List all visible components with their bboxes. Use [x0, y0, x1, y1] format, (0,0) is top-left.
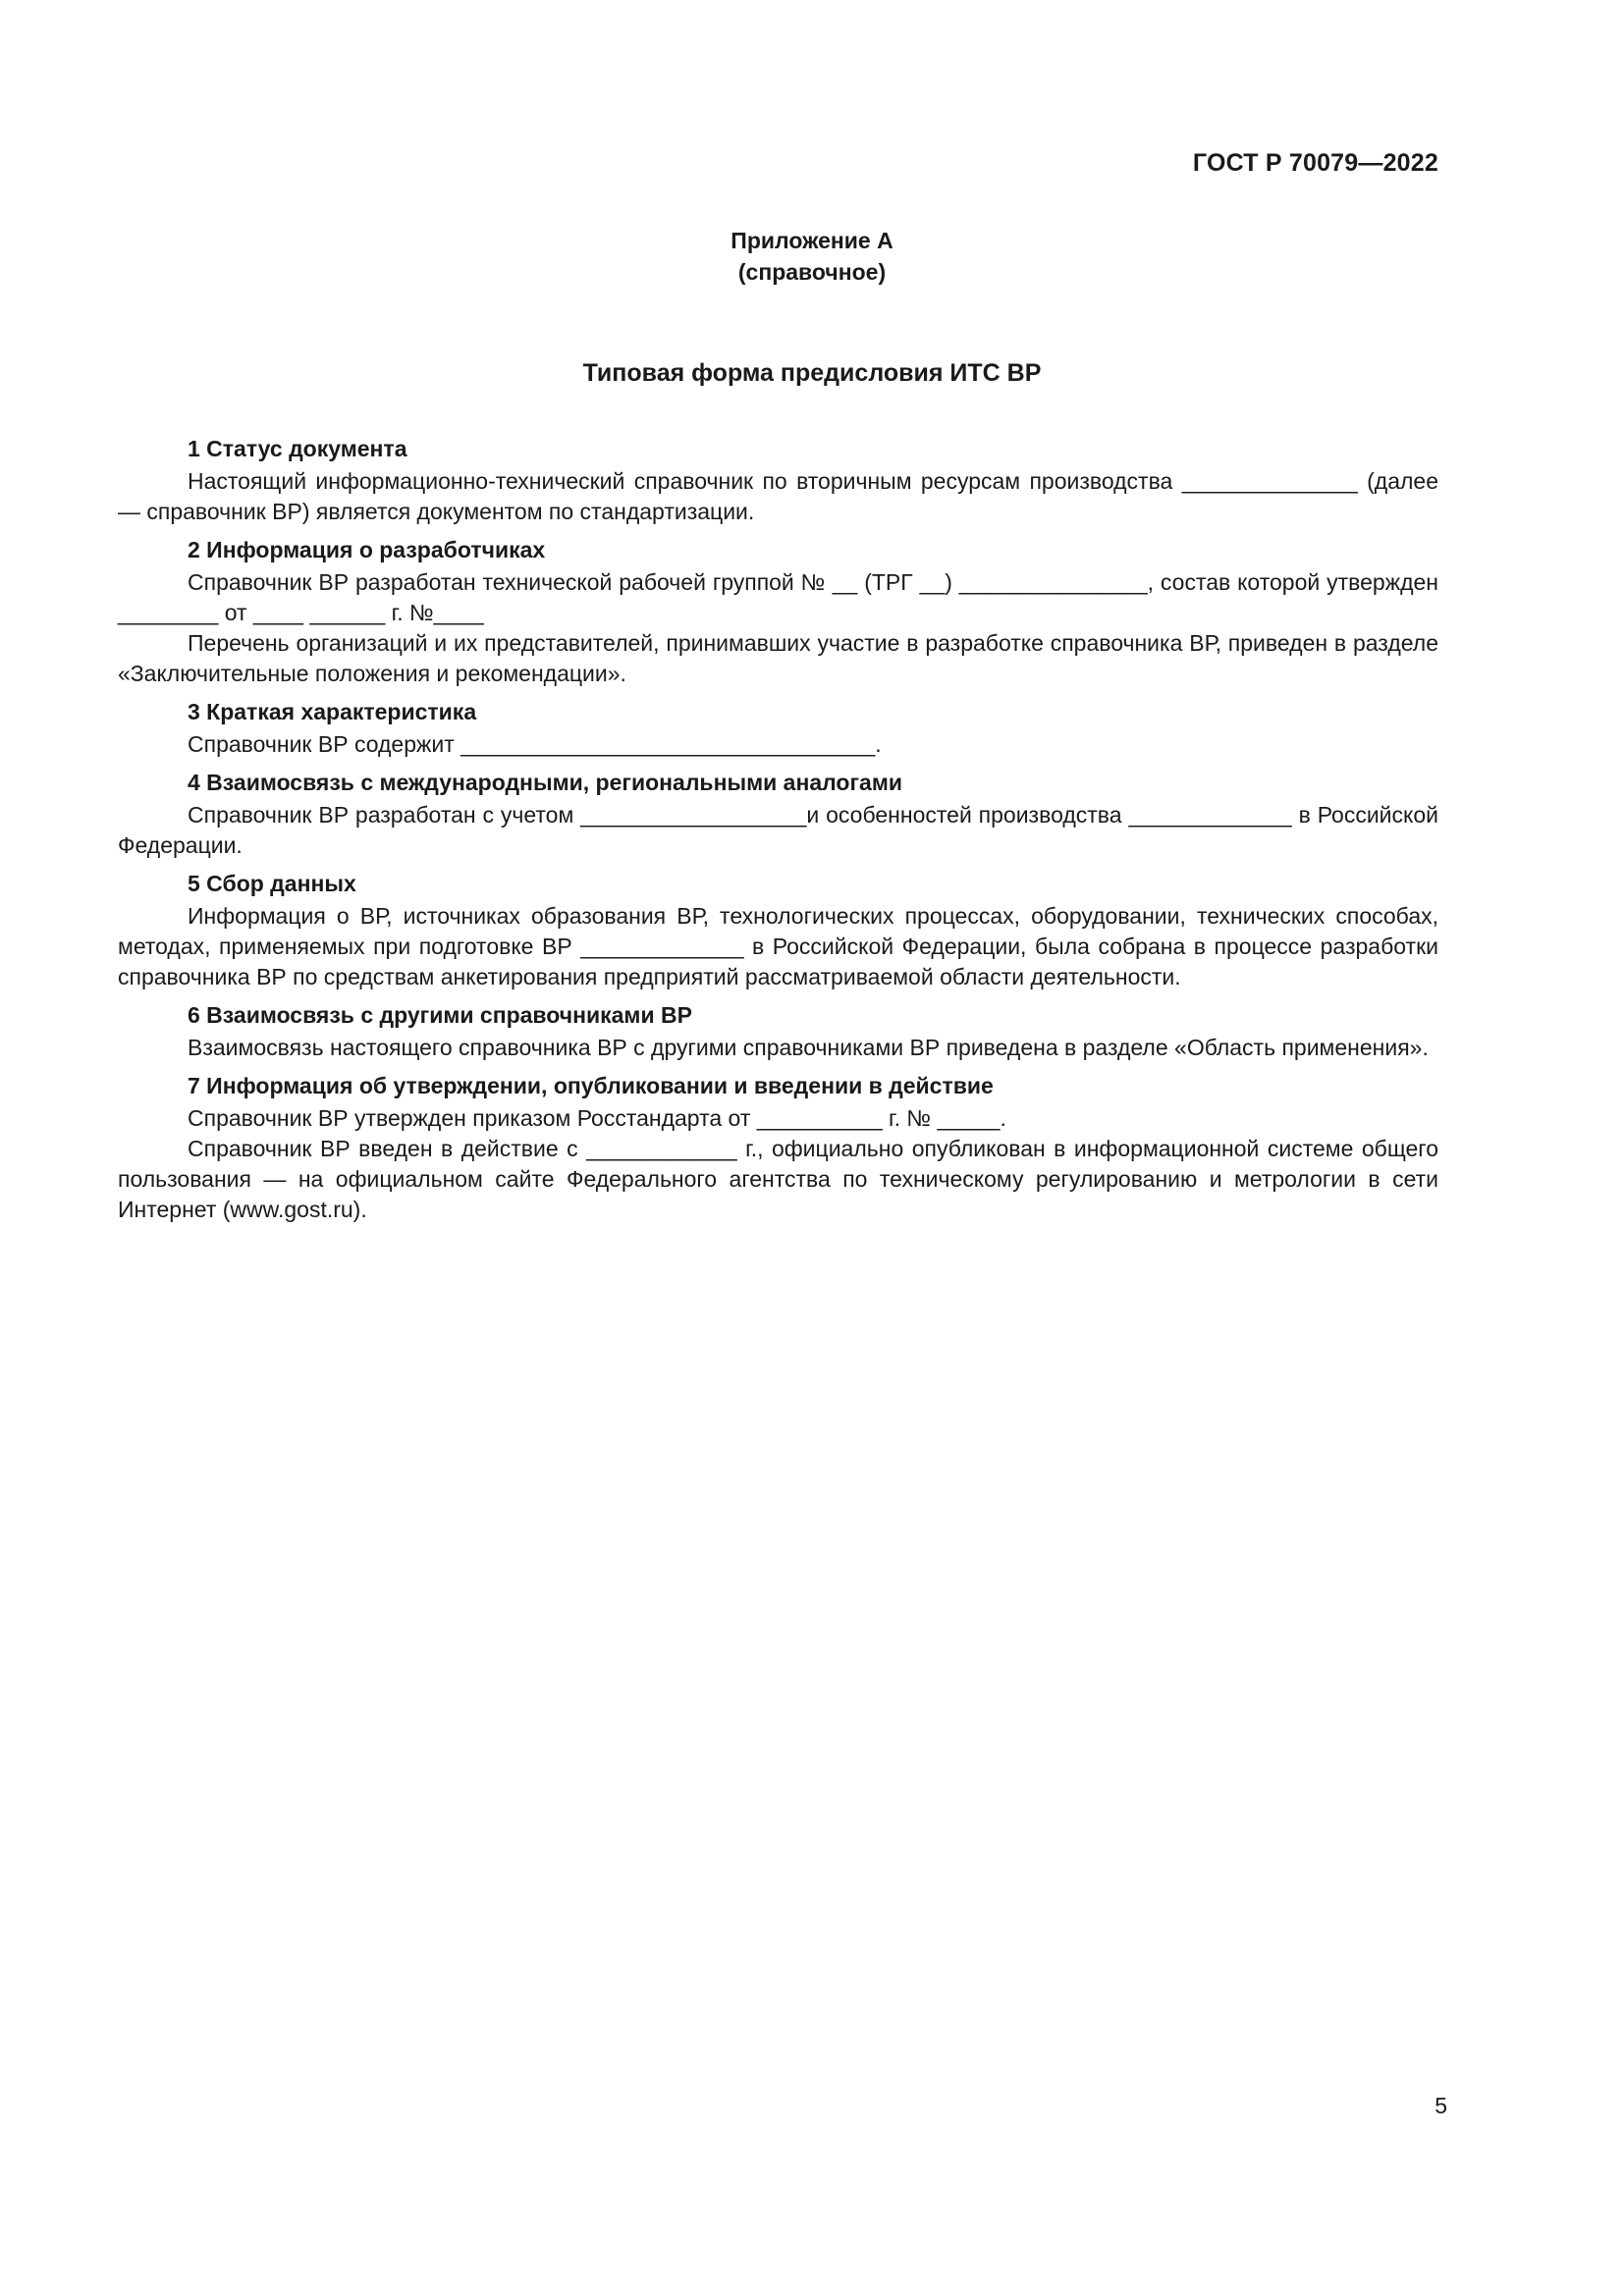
section-status	[118, 434, 1438, 527]
section-heading: 6 Взаимосвязь с другими справочниками ВР	[188, 1002, 692, 1028]
section-paragraph: Взаимосвязь настоящего справочника ВР с другими справочниками ВР приведена в разделе «Область применения».	[188, 1035, 1429, 1060]
page-number: 5	[1435, 2093, 1447, 2118]
section-paragraph: Справочник ВР разработан с учетом __________________и особенностей производства _____________ в Российской Федерации.	[118, 802, 1438, 858]
section-heading: 3 Краткая характеристика	[188, 699, 477, 724]
section-paragraph: Справочник ВР введен в действие с ____________ г., официально опубликован в информационной системе общего пользования — на официальном сайте Федерального агентства по техническому регулированию и метрологии в сети Интернет (www.gost.ru).	[118, 1136, 1438, 1222]
section-summary	[118, 697, 1438, 760]
form-title: Типовая форма предисловия ИТС ВР	[582, 359, 1042, 387]
section-heading: 5 Сбор данных	[188, 871, 356, 896]
section-international-analogues	[118, 768, 1438, 861]
standard-number: ГОСТ Р 70079—2022	[1192, 149, 1438, 177]
section-heading: 1 Статус документа	[188, 436, 407, 461]
section-paragraph: Информация о ВР, источниках образования ВР, технологических процессах, оборудовании, технических способах, методах, применяемых при подготовке ВР _____________ в Российской Федерации, была собрана в процессе разработки справочника ВР по средствам анкетирования предприятий рассматриваемой области деятельности.	[118, 903, 1438, 989]
appendix-title: Приложение А	[731, 228, 893, 253]
section-heading: 7 Информация об утверждении, опубликовании и введении в действие	[188, 1073, 994, 1098]
section-developers	[118, 535, 1438, 689]
section-paragraph: Справочник ВР утвержден приказом Росстандарта от __________ г. № _____.	[188, 1105, 1006, 1131]
document-body	[118, 434, 1438, 1233]
section-approval	[118, 1071, 1438, 1225]
section-paragraph: Перечень организаций и их представителей, принимавших участие в разработке справочника ВР, приведен в разделе «Заключительные положения и рекомендации».	[118, 630, 1438, 686]
section-heading: 2 Информация о разработчиках	[188, 537, 546, 562]
appendix-subtitle: (справочное)	[737, 259, 887, 285]
section-paragraph: Настоящий информационно-технический справочник по вторичным ресурсам производства ______________ (далее — справочник ВР) является документом по стандартизации.	[118, 468, 1438, 524]
section-paragraph: Справочник ВР разработан технической рабочей группой № __ (ТРГ __) _______________, состав которой утвержден ________ от ____ ______ г. №____	[118, 569, 1438, 625]
section-data-collection	[118, 869, 1438, 992]
section-other-handbooks	[118, 1000, 1438, 1063]
section-heading: 4 Взаимосвязь с международными, региональными аналогами	[188, 770, 903, 795]
section-paragraph: Справочник ВР содержит _________________________________.	[188, 731, 882, 757]
appendix-block	[0, 225, 1624, 288]
